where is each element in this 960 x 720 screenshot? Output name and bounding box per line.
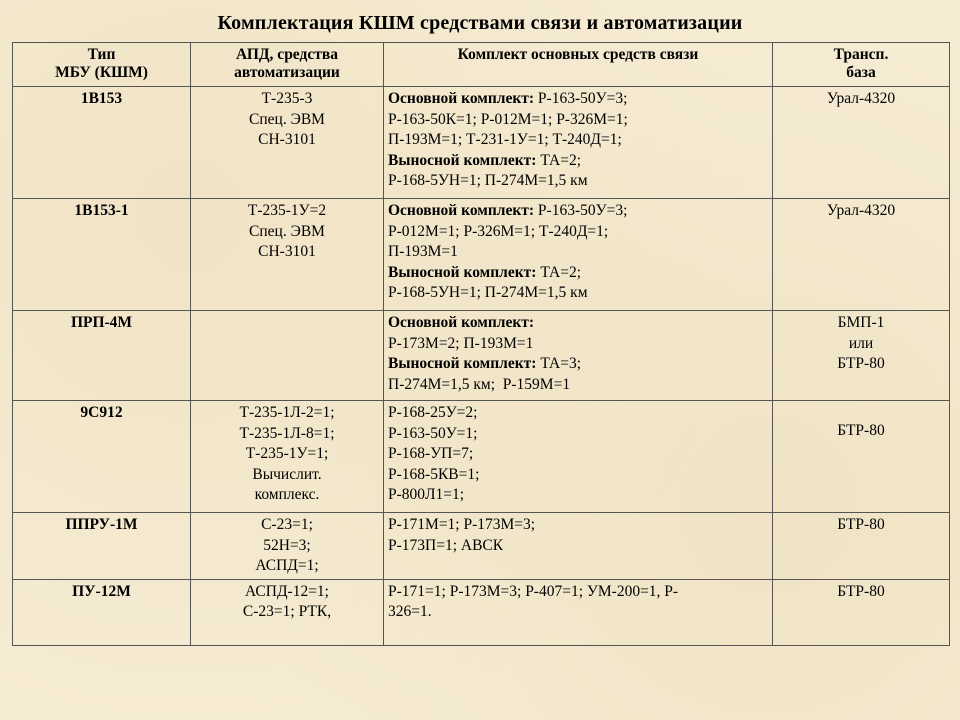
cell-apd xyxy=(191,513,384,580)
cell-comm xyxy=(384,579,773,645)
cell-type: 1В153-1 xyxy=(13,199,191,311)
cell-apd xyxy=(191,87,384,199)
cell-line: 52Н=3; xyxy=(263,536,311,554)
cell-line: Урал-4320 xyxy=(826,90,896,107)
comm-kit-label: Основной комплект: xyxy=(388,90,535,107)
comm-line xyxy=(388,89,768,110)
cell-comm xyxy=(384,199,773,311)
comm-kit-label: Выносной комплект: xyxy=(388,263,537,281)
comm-line xyxy=(388,263,768,284)
comm-text: Р-173М=2; П-193М=1 xyxy=(388,334,534,352)
cell-transp xyxy=(773,513,950,580)
comm-text: Р-168-УП=7; xyxy=(388,445,474,462)
header-transp xyxy=(773,43,950,87)
comm-line xyxy=(388,313,768,334)
comm-line xyxy=(388,222,768,243)
cell-line: Комплект основных средств связи xyxy=(457,46,699,63)
cell-apd xyxy=(191,199,384,311)
cell-type: ПУ-12М xyxy=(13,579,191,645)
cell-line: база xyxy=(846,64,876,81)
comm-text: П-193М=1; Т-231-1У=1; Т-240Д=1; xyxy=(388,131,622,148)
comm-line xyxy=(388,151,768,172)
comm-line xyxy=(388,375,768,396)
cell-line: Т-235-1Л-8=1; xyxy=(239,424,335,442)
cell-type: 1В153 xyxy=(13,87,191,199)
cell-line: Трансп. xyxy=(833,46,889,63)
comm-text: Р-168-25У=2; xyxy=(388,404,478,421)
table-row xyxy=(13,87,950,199)
comm-kit-label: Выносной комплект: xyxy=(388,151,537,169)
table-row xyxy=(13,199,950,311)
cell-line: комплекс. xyxy=(254,486,320,503)
page-title: Комплектация КШМ средствами связи и автоматизации xyxy=(217,12,743,34)
header-comm xyxy=(384,43,773,87)
cell-line: Т-235-3 xyxy=(261,90,313,107)
comm-line xyxy=(388,171,768,192)
comm-text: Р-171=1; Р-173М=3; Р-407=1; УМ-200=1, Р- xyxy=(388,582,679,600)
cell-comm xyxy=(384,311,773,401)
table-row xyxy=(13,513,950,580)
comm-text: ТА=2; xyxy=(536,263,582,281)
equipment-table xyxy=(12,42,950,646)
cell-line: МБУ (КШМ) xyxy=(55,64,148,81)
cell-line: Т-235-1У=1; xyxy=(245,445,329,462)
cell-line: АПД, средства xyxy=(236,46,338,63)
comm-text: Р-163-50К=1; Р-012М=1; Р-326М=1; xyxy=(388,110,628,128)
table-header-row xyxy=(13,43,950,87)
cell-line: Вычислит. xyxy=(252,465,322,483)
table-body xyxy=(13,87,950,646)
cell-comm xyxy=(384,401,773,513)
comm-line xyxy=(388,465,768,486)
comm-text: П-274М=1,5 км; Р-159М=1 xyxy=(388,375,571,393)
comm-text: Р-163-50У=3; xyxy=(534,202,628,219)
comm-text: ТА=3; xyxy=(536,355,582,372)
cell-line: автоматизации xyxy=(234,64,340,81)
comm-line xyxy=(388,201,768,222)
cell-line: С-23=1; РТК, xyxy=(242,603,332,620)
table-row xyxy=(13,401,950,513)
comm-line xyxy=(388,424,768,445)
comm-kit-label: Основной комплект: xyxy=(388,314,535,331)
comm-line xyxy=(388,602,768,623)
table-row xyxy=(13,311,950,401)
comm-text: Р-171М=1; Р-173М=3; xyxy=(388,516,536,533)
comm-kit-label: Основной комплект: xyxy=(388,202,535,219)
cell-line: С-23=1; xyxy=(261,516,313,533)
cell-transp xyxy=(773,87,950,199)
cell-line: БТР-80 xyxy=(837,582,885,600)
cell-transp xyxy=(773,579,950,645)
comm-text: П-193М=1 xyxy=(388,243,458,260)
comm-line xyxy=(388,283,768,304)
cell-line: или xyxy=(848,334,874,352)
header-apd xyxy=(191,43,384,87)
cell-line: СН-3101 xyxy=(258,131,316,148)
cell-apd xyxy=(191,579,384,645)
cell-transp xyxy=(773,311,950,401)
comm-line xyxy=(388,515,768,536)
comm-text: Р-173П=1; АВСК xyxy=(388,536,504,554)
cell-comm xyxy=(384,513,773,580)
table-row xyxy=(13,579,950,645)
comm-line xyxy=(388,242,768,263)
cell-transp xyxy=(773,401,950,513)
comm-text: Р-800Л1=1; xyxy=(388,486,465,503)
comm-text: Р-168-5УН=1; П-274М=1,5 км xyxy=(388,284,588,301)
comm-kit-label: Выносной комплект: xyxy=(388,355,537,372)
cell-line: БМП-1 xyxy=(837,314,885,331)
comm-line xyxy=(388,334,768,355)
comm-line xyxy=(388,354,768,375)
comm-text: 326=1. xyxy=(388,603,432,620)
cell-line: Т-235-1Л-2=1; xyxy=(239,404,335,421)
cell-apd xyxy=(191,401,384,513)
cell-line: Спец. ЭВМ xyxy=(249,222,325,240)
cell-type: ПРП-4М xyxy=(13,311,191,401)
comm-text: ТА=2; xyxy=(536,151,582,169)
comm-text: Р-163-50У=3; xyxy=(534,90,628,107)
cell-line: СН-3101 xyxy=(258,243,316,260)
comm-line xyxy=(388,110,768,131)
cell-comm xyxy=(384,87,773,199)
header-type xyxy=(13,43,191,87)
cell-apd xyxy=(191,311,384,401)
comm-line xyxy=(388,536,768,557)
comm-text: Р-168-5УН=1; П-274М=1,5 км xyxy=(388,172,588,189)
cell-line: БТР-80 xyxy=(837,355,885,372)
cell-line: Т-235-1У=2 xyxy=(247,202,327,219)
cell-type: ППРУ-1М xyxy=(13,513,191,580)
cell-line: Урал-4320 xyxy=(826,202,896,219)
comm-text: Р-168-5КВ=1; xyxy=(388,465,480,483)
cell-line: АСПД-12=1; xyxy=(245,582,329,600)
cell-line: АСПД=1; xyxy=(255,557,319,574)
cell-line: Тип xyxy=(87,46,116,63)
comm-line xyxy=(388,403,768,424)
cell-transp xyxy=(773,199,950,311)
comm-text: Р-012М=1; Р-326М=1; Т-240Д=1; xyxy=(388,222,609,240)
comm-line xyxy=(388,485,768,506)
comm-line xyxy=(388,444,768,465)
cell-line: БТР-80 xyxy=(837,516,885,533)
comm-text: Р-163-50У=1; xyxy=(388,424,478,442)
comm-line xyxy=(388,582,768,603)
cell-line: БТР-80 xyxy=(837,422,885,439)
cell-line: Спец. ЭВМ xyxy=(249,110,325,128)
cell-type: 9С912 xyxy=(13,401,191,513)
comm-line xyxy=(388,130,768,151)
